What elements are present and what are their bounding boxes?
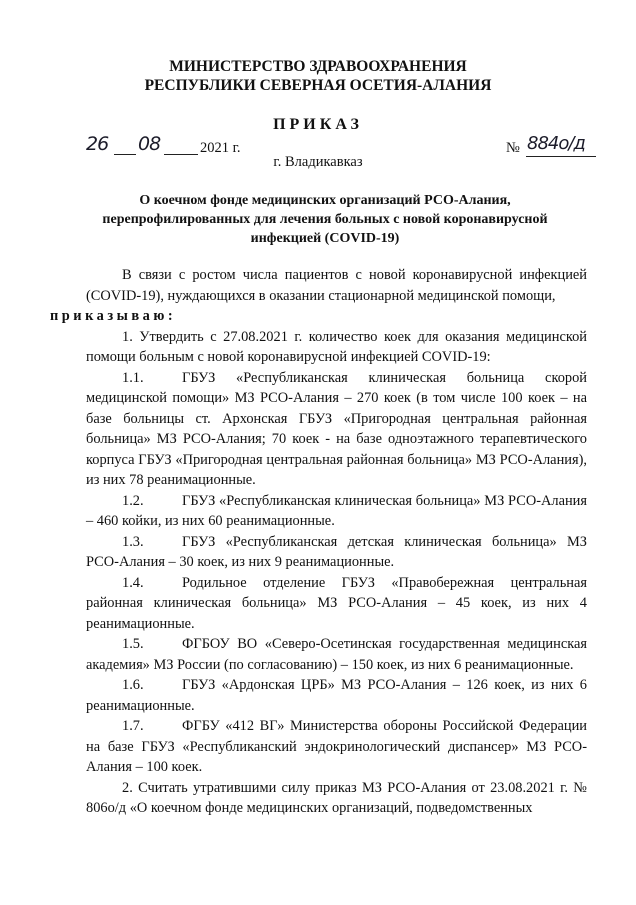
- subject-line1: О коечном фонде медицинских организаций РСО-Алания,: [139, 193, 511, 208]
- ministry-name-line1: МИНИСТЕРСТВО ЗДРАВООХРАНЕНИЯ: [169, 58, 467, 75]
- sub-item: 1.1. ГБУЗ «Республиканская клиническая больница скорой медицинской помощи» МЗ РСО-Алания – 270 коек (в том числе 100 коек – на базе больницы ст. Архонская ГБУЗ «Пригородная центральная районная больница» МЗ РСО-Алания; 70 коек - на базе одноэтажного терапевтического корпуса ГБУЗ «Пригородная центральная районная больница» МЗ РСО-Алания), из них 78 реанимационные.: [86, 369, 587, 488]
- intro-text: В связи с ростом числа пациентов с новой коронавирусной инфекцией (COVID-19), нуждающихся в оказании стационарной медицинской помощи,: [86, 267, 587, 304]
- sub-item: 1.3. ГБУЗ «Республиканская детская клиническая больница» МЗ РСО-Алания – 30 коек, из них 9 реанимационные.: [86, 533, 587, 570]
- order-city: г. Владикавказ: [273, 154, 363, 170]
- order-year: 2021 г.: [200, 140, 241, 156]
- order-subject: [80, 191, 570, 248]
- subject-line2: перепрофилированных для лечения больных с новой коронавирусной: [102, 212, 548, 227]
- ministry-name-line2: РЕСПУБЛИКИ СЕВЕРНАЯ ОСЕТИЯ-АЛАНИЯ: [144, 77, 492, 94]
- order-body: [50, 265, 587, 819]
- item-2: 2. Считать утратившими силу приказ МЗ РСО-Алания от 23.08.2021 г. № 806о/д «О коечном фонде медицинских организаций, подведомственных: [86, 779, 587, 816]
- handwritten-order-number: 884о/д: [527, 133, 585, 154]
- sub-item: 1.2. ГБУЗ «Республиканская клиническая больница» МЗ РСО-Алания – 460 койки, из них 60 реанимационные.: [86, 492, 587, 529]
- order-number-label: №: [506, 140, 520, 156]
- subject-line3: инфекцией (COVID-19): [250, 231, 400, 246]
- handwritten-month: 08: [138, 133, 161, 155]
- handwritten-day: 26: [86, 133, 109, 155]
- order-verb: приказываю:: [50, 308, 177, 324]
- sub-item: 1.7. ФГБУ «412 ВГ» Министерства обороны Российской Федерации на базе ГБУЗ «Республиканский эндокринологический диспансер» МЗ РСО-Алания – 100 коек.: [86, 718, 587, 775]
- sub-item: 1.4. Родильное отделение ГБУЗ «Правобережная центральная районная клиническая больница» МЗ РСО-Алания – 45 коек, из них 4 реанимационные.: [86, 574, 587, 632]
- order-title: ПРИКАЗ: [273, 116, 363, 133]
- item-1: 1. Утвердить с 27.08.2021 г. количество коек для оказания медицинской помощи больным с новой коронавирусной инфекцией COVID-19:: [86, 328, 587, 365]
- sub-item: 1.6. ГБУЗ «Ардонская ЦРБ» МЗ РСО-Алания – 126 коек, из них 6 реанимационные.: [86, 677, 587, 714]
- sub-item: 1.5. ФГБОУ ВО «Северо-Осетинская государственная медицинская академия» МЗ России (по согласованию) – 150 коек, из них 6 реанимационные.: [86, 636, 587, 673]
- sub-items-list: [86, 368, 587, 778]
